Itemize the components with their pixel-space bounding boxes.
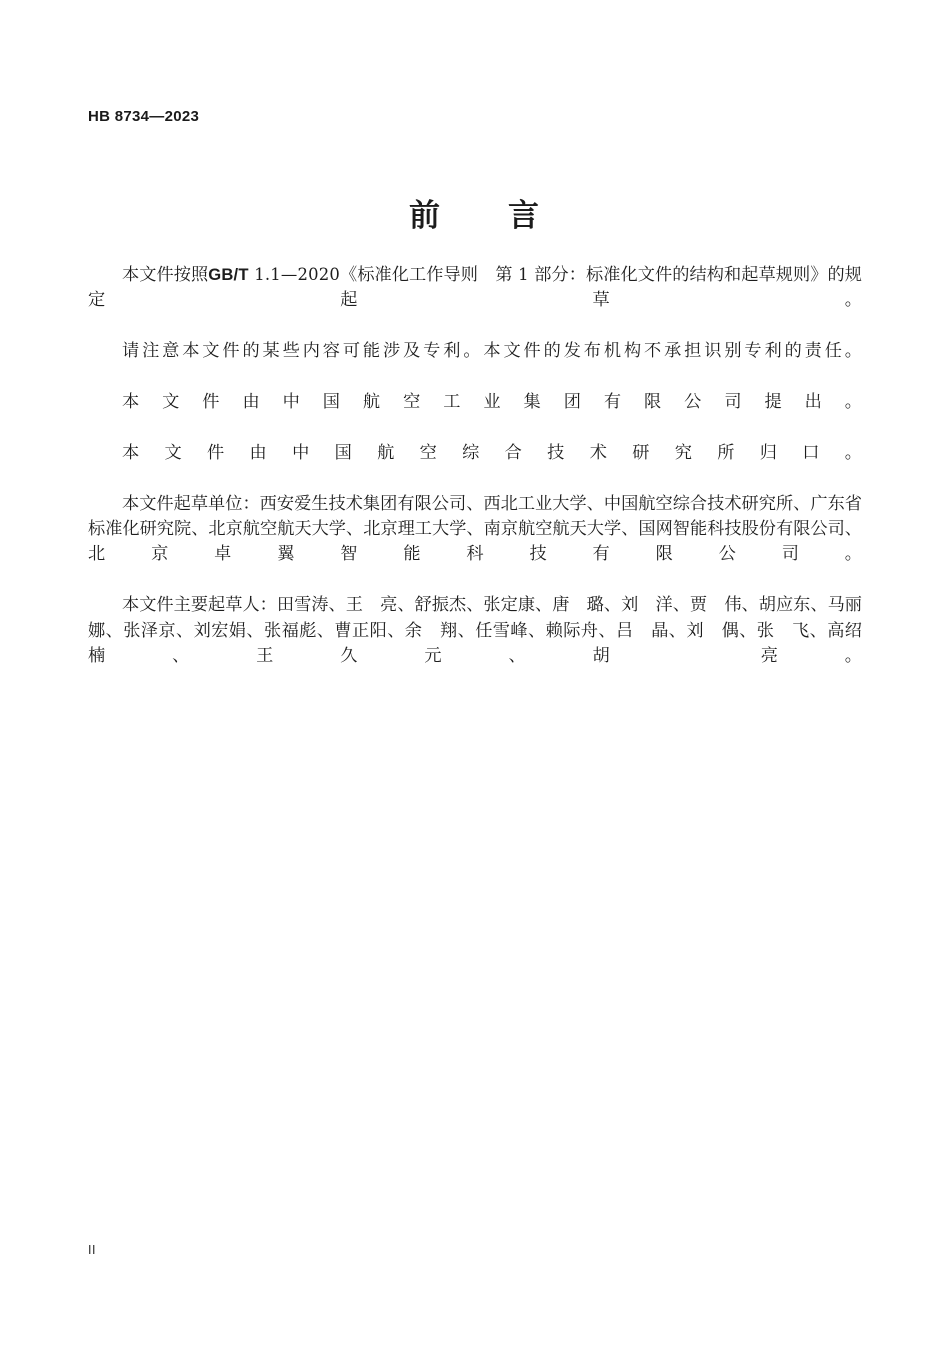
standard-title-part-a: 标准化工作导则 [357, 265, 479, 285]
quote-close: 》 [810, 265, 828, 285]
standard-reference-version: 1.1—2020 [254, 265, 340, 284]
paragraph-administering-organization: 本文件由中国航空综合技术研究所归口。 [122, 442, 862, 463]
part-label-prefix: 第 [495, 265, 513, 285]
running-header-standard-code: HB 8734—2023 [88, 108, 200, 125]
foreword-body [88, 262, 862, 695]
standard-title-part-b: 标准化文件的结构和起草规则 [586, 265, 811, 285]
part-label-suffix: 部分： [534, 265, 586, 285]
paragraph-patent-notice: 请注意本文件的某些内容可能涉及专利。本文件的发布机构不承担识别专利的责任。 [122, 341, 862, 362]
paragraph-drafting-units: 本文件起草单位：西安爱生技术集团有限公司、西北工业大学、中国航空综合技术研究所、广东省标准化研究院、北京航空航天大学、北京理工大学、南京航空航天大学、国网智能科技股份有限公司、北京卓翼智能科技有限公司。 [88, 493, 862, 565]
paragraph-main-drafters: 本文件主要起草人：田雪涛、王 亮、舒振杰、张定康、唐 璐、刘 洋、贾 伟、胡应东、马丽娜、张泽京、刘宏娟、张福彪、曹正阳、余 翔、任雪峰、赖际舟、吕 晶、刘 偶、张 飞、高绍楠、王久元、胡 亮。 [88, 595, 862, 667]
paragraph-lead-text: 本文件按照 [122, 265, 209, 285]
part-number: 1 [518, 265, 529, 284]
page-title: 前 言 [409, 198, 541, 234]
paragraph-tail-text: 的规定起草。 [88, 265, 862, 311]
footer-page-number: II [88, 1243, 96, 1257]
paragraph-drafting-basis [88, 262, 862, 339]
standard-reference-code: GB/T [208, 265, 249, 284]
paragraph-proposing-organization: 本文件由中国航空工业集团有限公司提出。 [122, 392, 862, 413]
quote-open: 《 [340, 265, 358, 285]
